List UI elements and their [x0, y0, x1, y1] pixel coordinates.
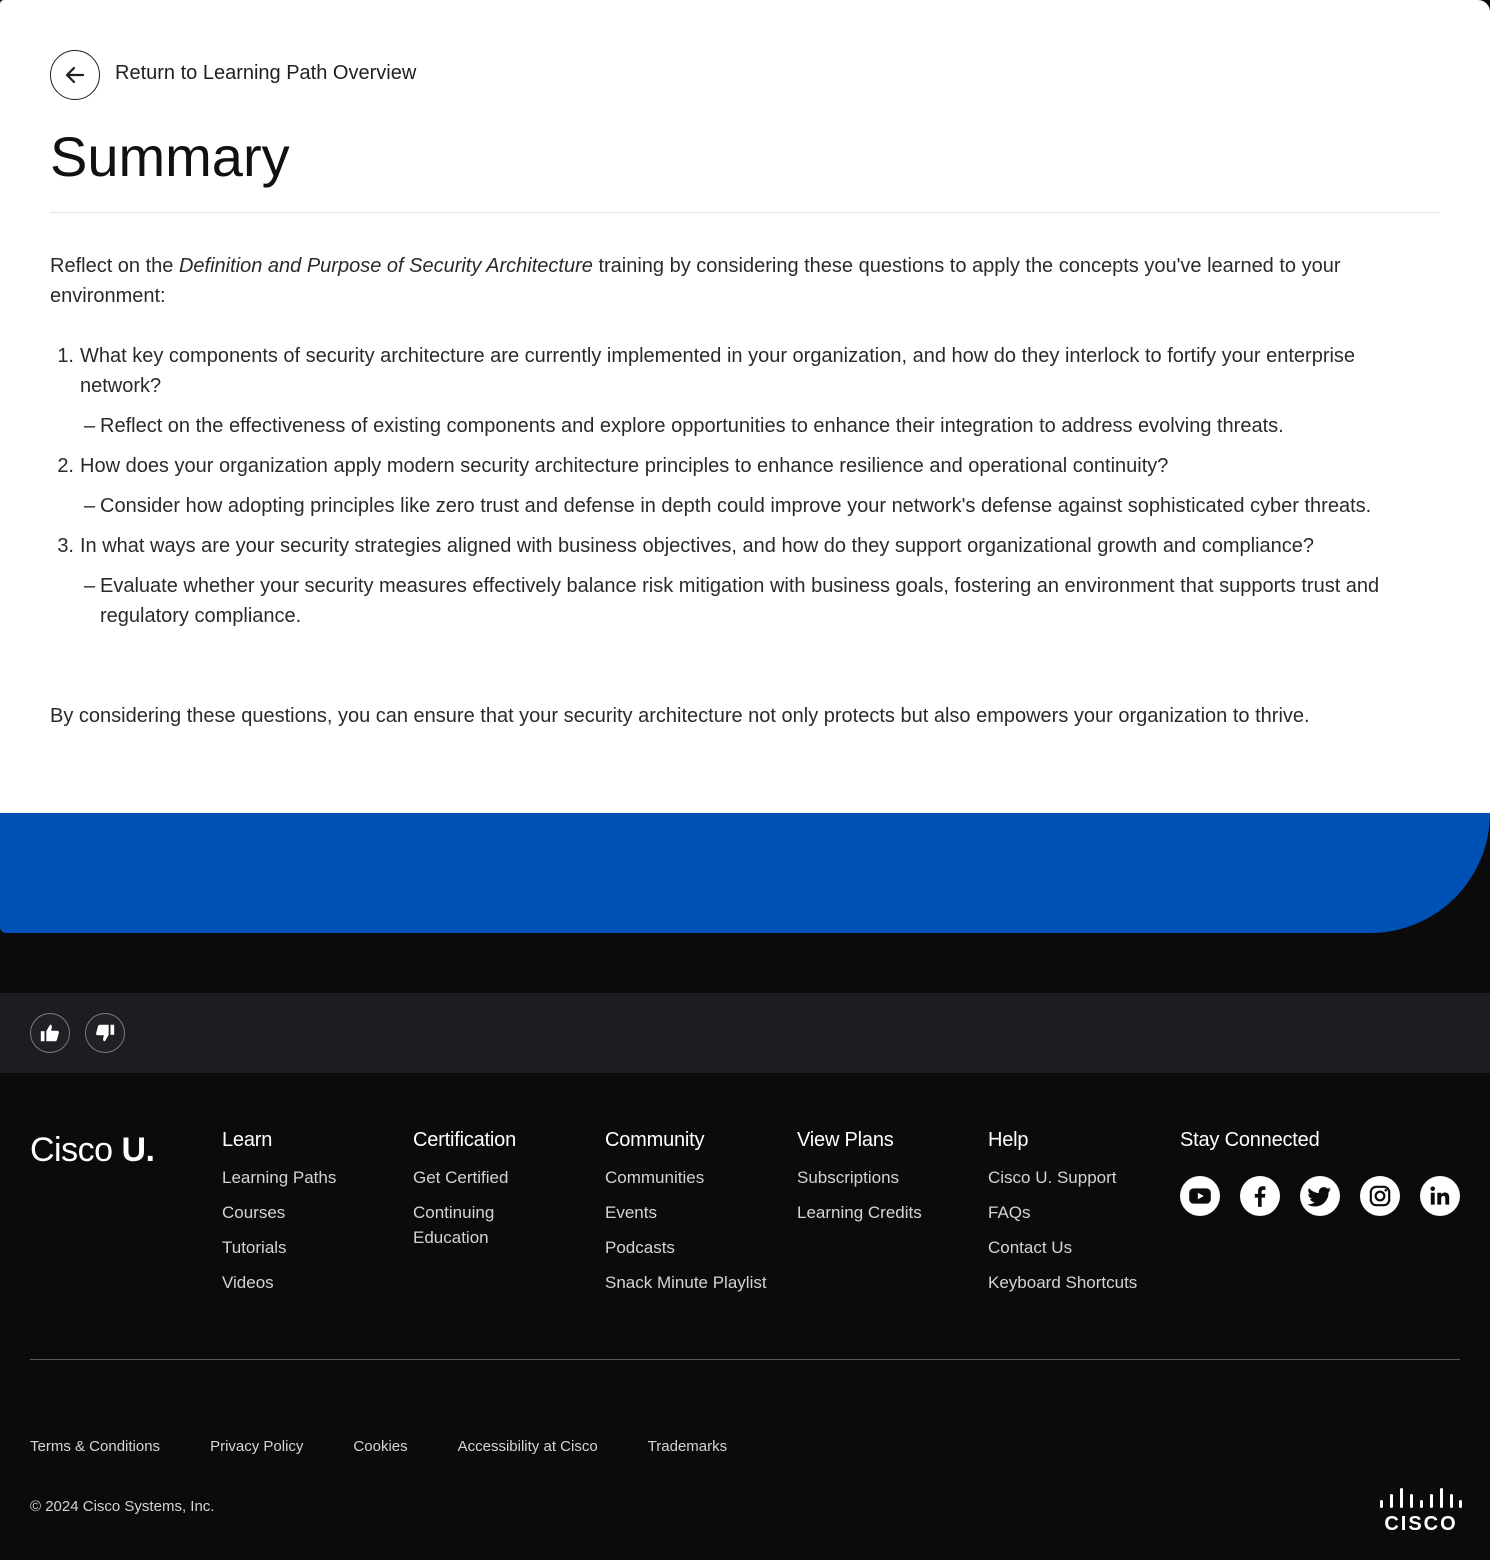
subpoint-marker: – [84, 575, 96, 597]
footer-column-help [988, 1129, 1137, 1305]
footer-link[interactable]: Learning Paths [222, 1168, 337, 1187]
twitter-icon [1307, 1183, 1333, 1209]
footer-link[interactable]: FAQs [988, 1203, 1031, 1222]
footer-link[interactable]: Communities [605, 1168, 705, 1187]
footer-link[interactable]: Tutorials [222, 1238, 287, 1257]
logo-bold: U. [121, 1131, 155, 1169]
footer-column-title: Learn [222, 1129, 273, 1151]
footer-column-title: View Plans [797, 1129, 894, 1151]
linkedin-icon [1427, 1183, 1453, 1209]
intro-suffix: training by considering these questions to apply the concepts you've learned to your environment: [50, 255, 1341, 307]
footer-column-view-plans [797, 1129, 922, 1235]
facebook-icon [1247, 1183, 1273, 1209]
legal-link-privacy[interactable]: Privacy Policy [210, 1438, 304, 1455]
twitter-link[interactable] [1300, 1176, 1340, 1216]
footer-link[interactable]: Videos [222, 1273, 274, 1292]
accent-banner [0, 813, 1490, 933]
footer-link[interactable]: Continuing Education [413, 1203, 495, 1247]
thumbs-down-icon [94, 1022, 116, 1044]
question-item [50, 531, 1435, 561]
question-number: 1. [57, 345, 74, 367]
cisco-logo [1380, 1488, 1462, 1534]
footer-divider [30, 1359, 1460, 1360]
footer-column-community [605, 1129, 767, 1305]
title-divider [50, 212, 1440, 213]
footer-column-title: Community [605, 1129, 705, 1151]
footer-column-title: Help [988, 1129, 1029, 1151]
legal-link-terms[interactable]: Terms & Conditions [30, 1438, 161, 1455]
subpoint-text: Reflect on the effectiveness of existing components and explore opportunities to enhance their integration to address evolving threats. [100, 415, 1284, 437]
footer-link[interactable]: Podcasts [605, 1238, 675, 1257]
subpoint-text: Evaluate whether your security measures effectively balance risk mitigation with business goals, fostering an environment that supports trust and regulatory compliance. [100, 575, 1380, 627]
footer-link[interactable]: Courses [222, 1203, 286, 1222]
question-list [50, 341, 1435, 641]
cisco-wordmark: CISCO [1384, 1513, 1458, 1534]
logo-text: Cisco [30, 1131, 113, 1169]
legal-link-trademarks[interactable]: Trademarks [647, 1438, 728, 1455]
instagram-link[interactable] [1360, 1176, 1400, 1216]
footer-link[interactable]: Learning Credits [797, 1203, 922, 1222]
question-item [50, 451, 1435, 481]
legal-link-cookies[interactable]: Cookies [353, 1438, 408, 1455]
question-text: What key components of security architecture are currently implemented in your organization, and how do they interlock to fortify your enterprise network? [80, 345, 1356, 397]
closing-paragraph: By considering these questions, you can ensure that your security architecture not only protects but also empowers your organization to thrive. [50, 705, 1310, 727]
subpoint-marker: – [84, 415, 96, 437]
linkedin-link[interactable] [1420, 1176, 1460, 1216]
question-subpoint [80, 491, 1435, 521]
back-arrow-button[interactable] [50, 50, 100, 100]
youtube-icon [1187, 1183, 1213, 1209]
arrow-left-icon [63, 63, 87, 87]
footer-column-title: Stay Connected [1180, 1129, 1320, 1151]
footer-link[interactable]: Events [605, 1203, 657, 1222]
footer-column-learn [222, 1129, 336, 1305]
footer-link[interactable]: Subscriptions [797, 1168, 900, 1187]
footer-column-title: Certification [413, 1129, 516, 1151]
instagram-icon [1367, 1183, 1393, 1209]
footer-link[interactable]: Contact Us [988, 1238, 1073, 1257]
intro-prefix: Reflect on the [50, 255, 179, 277]
like-button[interactable] [30, 1013, 70, 1053]
footer-link[interactable]: Cisco U. Support [988, 1168, 1117, 1187]
footer-link[interactable]: Keyboard Shortcuts [988, 1273, 1138, 1292]
question-number: 2. [57, 455, 74, 477]
legal-links [30, 1438, 727, 1455]
back-link-label[interactable]: Return to Learning Path Overview [115, 61, 417, 84]
training-title: Definition and Purpose of Security Architecture [178, 255, 593, 277]
question-item [50, 341, 1435, 401]
intro-paragraph [50, 251, 1430, 311]
question-subpoint [80, 571, 1435, 631]
thumbs-up-icon [39, 1022, 61, 1044]
subpoint-marker: – [84, 495, 96, 517]
youtube-link[interactable] [1180, 1176, 1220, 1216]
question-text: How does your organization apply modern security architecture principles to enhance resilience and operational continuity? [80, 455, 1169, 477]
cisco-u-logo[interactable] [30, 1131, 154, 1170]
dislike-button[interactable] [85, 1013, 125, 1053]
footer-link[interactable]: Snack Minute Playlist [605, 1273, 767, 1292]
social-links [1180, 1176, 1460, 1216]
legal-link-accessibility[interactable]: Accessibility at Cisco [457, 1438, 598, 1455]
question-text: In what ways are your security strategies aligned with business objectives, and how do they support organizational growth and compliance? [80, 535, 1315, 557]
facebook-link[interactable] [1240, 1176, 1280, 1216]
footer-column-stay-connected [1180, 1129, 1320, 1165]
question-number: 3. [57, 535, 74, 557]
back-to-overview-link[interactable] [50, 50, 416, 100]
subpoint-text: Consider how adopting principles like zero trust and defense in depth could improve your network's defense against sophisticated cyber threats. [100, 495, 1372, 517]
question-subpoint [80, 411, 1435, 441]
page-title: Summary [50, 125, 290, 188]
copyright-text: © 2024 Cisco Systems, Inc. [30, 1498, 215, 1515]
footer-link[interactable]: Get Certified [413, 1168, 509, 1187]
feedback-bar [0, 993, 1490, 1073]
footer-column-certification [413, 1129, 533, 1260]
